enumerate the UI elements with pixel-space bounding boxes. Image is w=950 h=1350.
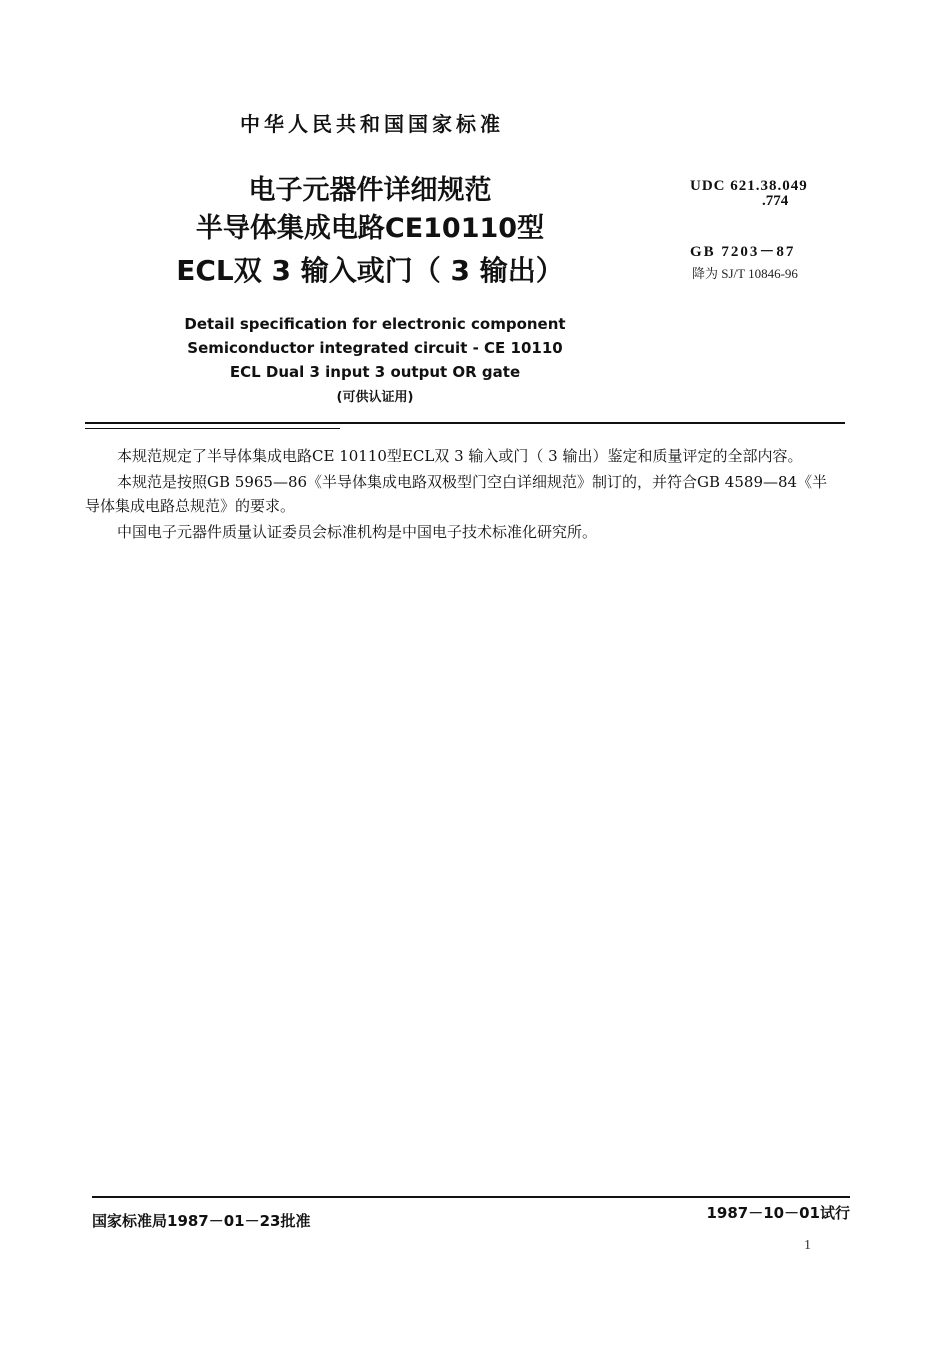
title-line-3: ECL双 3 输入或门（ 3 输出） <box>176 254 564 287</box>
body-paragraph-basis: 本规范是按照GB 5965—86《半导体集成电路双极型门空白详细规范》制订的，并符合GB 4589—84《半导体集成电路总规范》的要求。 <box>85 473 828 515</box>
english-title-line-1: Detail specification for electronic component <box>184 315 566 333</box>
udc-row <box>690 178 808 195</box>
replaced-by-note: 降为 SJ/T 10846-96 <box>692 266 798 281</box>
certification-note: (可供认证用) <box>336 390 414 405</box>
standard-type-header: 中华人民共和国国家标准 <box>240 112 504 136</box>
top-divider <box>85 422 845 424</box>
standard-metadata <box>690 178 808 282</box>
gb-code: GB 7203－87 <box>690 244 796 260</box>
page-number: 1 <box>804 1238 811 1253</box>
english-title-line-2: Semiconductor integrated circuit - CE 10110 <box>187 339 563 357</box>
udc-code-continued: .774 <box>762 193 789 209</box>
document-body <box>85 444 840 546</box>
top-divider-short <box>85 428 340 429</box>
english-title <box>150 312 600 410</box>
title-line-1: 电子元器件详细规范 <box>248 175 492 206</box>
bottom-divider <box>92 1196 850 1198</box>
body-paragraph-authority: 中国电子元器件质量认证委员会标准机构是中国电子技术标准化研究所。 <box>117 523 598 541</box>
udc-code: 621.38.049 <box>730 178 808 194</box>
approval-date: 国家标准局1987－01－23批准 <box>92 1212 311 1230</box>
trial-implementation-date: 1987－10－01试行 <box>706 1204 850 1222</box>
chinese-title <box>130 172 610 290</box>
body-paragraph-scope: 本规范规定了半导体集成电路CE 10110型ECL双 3 输入或门（ 3 输出）鉴定和质量评定的全部内容。 <box>117 447 803 465</box>
english-title-line-3: ECL Dual 3 input 3 output OR gate <box>229 363 521 381</box>
title-line-2: 半导体集成电路CE10110型 <box>195 213 545 244</box>
udc-label: UDC <box>690 178 726 194</box>
